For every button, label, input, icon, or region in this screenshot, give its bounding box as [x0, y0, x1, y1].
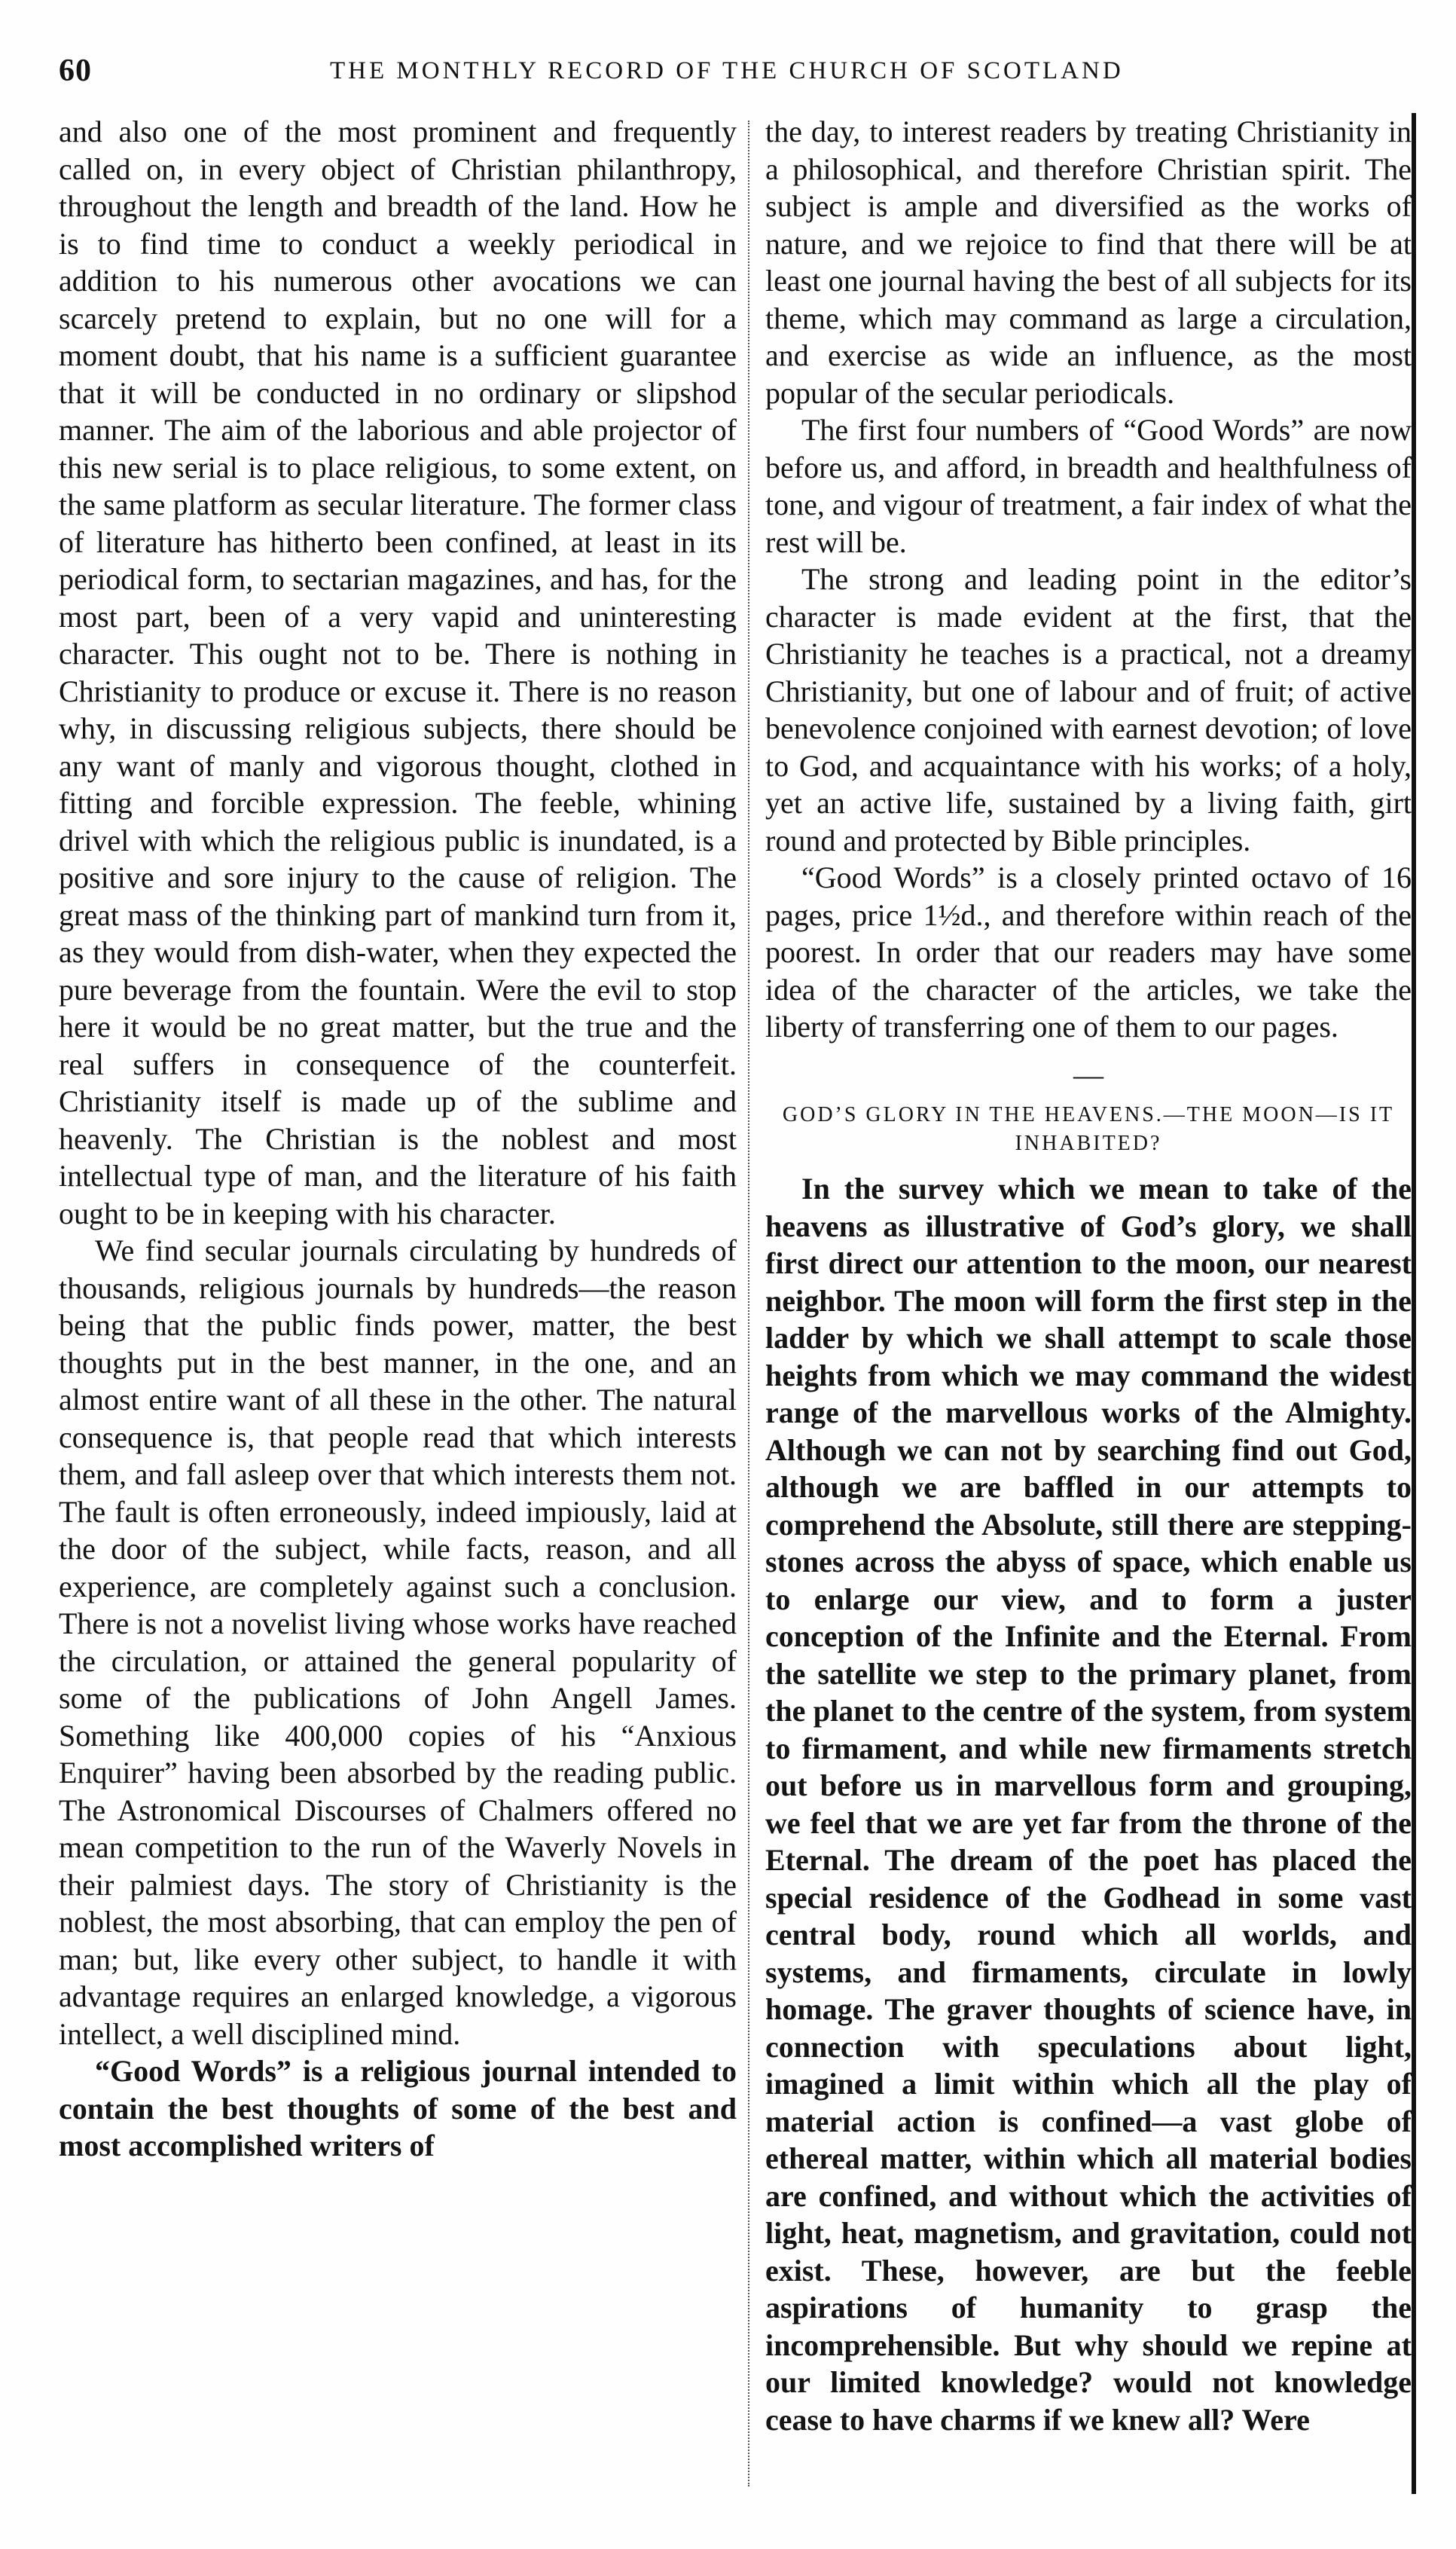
right-paragraph-4: “Good Words” is a closely printed octavo of 16 pages, price 1½d., and therefore within reach of the poorest. In order that our readers may have some idea of the character of the articles, we take the liberty of transferring one of them to our pages.	[765, 860, 1412, 1044]
page-edge-shadow	[1412, 113, 1416, 2494]
section-divider: —	[1073, 1057, 1103, 1092]
column-divider	[748, 121, 749, 2486]
left-column	[59, 113, 737, 2165]
page-number: 60	[59, 53, 92, 88]
right-paragraph-3: The strong and leading point in the editor’s character is made evident at the first, that the Christianity he teaches is a practical, not a dreamy Christianity, but one of labour and of fruit; of active benevolence conjoined with earnest devotion; of love to God, and acquaintance with his works; of a holy, yet an active life, sustained by a living faith, girt round and protected by Bible principles.	[765, 562, 1412, 857]
page-header	[59, 53, 1415, 98]
right-paragraph-2: The first four numbers of “Good Words” are now before us, and afford, in breadth and healthfulness of tone, and vigour of treatment, a fair index of what the rest will be.	[765, 413, 1412, 559]
left-paragraph-3: “Good Words” is a religious journal intended to contain the best thoughts of some of the best and most accomplished writers of	[59, 2054, 737, 2162]
left-paragraph-2: We find secular journals circulating by hundreds of thousands, religious journals by hundreds—the reason being that the public finds power, matter, the best thoughts put in the best manner, in the one, and an almost entire want of all these in the other. The natural consequence is, that people read that which interests them, and fall asleep over that which interests them not. The fault is often erroneously, indeed impiously, laid at the door of the subject, while facts, reason, and all experience, are completely against such a conclusion. There is not a novelist living whose works have reached the circulation, or attained the general popularity of some of the publications of John Angell James. Something like 400,000 copies of his “Anxious Enquirer” having been absorbed by the reading public. The Astronomical Discourses of Chalmers offered no mean competition to the run of the Waverly Novels in their palmiest days. The story of Christianity is the noblest, the most absorbing, that can employ the pen of man; but, like every other subject, to handle it with advantage requires an enlarged knowledge, a vigorous intellect, a well disciplined mind.	[59, 1233, 737, 2051]
running-title: THE MONTHLY RECORD OF THE CHURCH OF SCOTLAND	[330, 57, 1124, 84]
right-column	[765, 113, 1412, 2486]
section-heading: GOD’S GLORY IN THE HEAVENS.—THE MOON—IS IT INHABITED?	[782, 1103, 1395, 1155]
left-paragraph-1: and also one of the most prominent and frequently called on, in every object of Christian philanthropy, throughout the length and breadth of the land. How he is to find time to conduct a weekly periodical in addition to his numerous other avocations we can scarcely pretend to explain, but no one will for a moment doubt, that his name is a sufficient guarantee that it will be conducted in no ordinary or slipshod manner. The aim of the laborious and able projector of this new serial is to place religious, to some extent, on the same platform as secular literature. The former class of literature has hitherto been confined, at least in its periodical form, to sectarian magazines, and has, for the most part, been of a very vapid and uninteresting character. This ought not to be. There is nothing in Christianity to produce or excuse it. There is no reason why, in discussing religious subjects, there should be any want of manly and vigorous thought, clothed in fitting and forcible expression. The feeble, whining drivel with which the religious public is inundated, is a positive and sore injury to the cause of religion. The great mass of the thinking part of mankind turn from it, as they would from dish-water, when they expected the pure beverage from the fountain. Were the evil to stop here it would be no great matter, but the true and the real suffers in consequence of the counterfeit. Christianity itself is made up of the sublime and heavenly. The Christian is the noblest and most intellectual type of man, and the literature of his faith ought to be in keeping with his character.	[59, 115, 737, 1230]
right-paragraph-5: In the survey which we mean to take of the heavens as illustrative of God’s glory, we shall first direct our attention to the moon, our nearest neighbor. The moon will form the first step in the ladder by which we shall attempt to scale those heights from which we may command the widest range of the marvellous works of the Almighty. Although we can not by searching find out God, although we are baffled in our attempts to comprehend the Absolute, still there are stepping-stones across the abyss of space, which enable us to enlarge our view, and to form a juster conception of the Infinite and the Eternal. From the satellite we step to the primary planet, from the planet to the centre of the system, from system to firmament, and while new firmaments stretch out before us in marvellous form and grouping, we feel that we are yet far from the throne of the Eternal. The dream of the poet has placed the special residence of the Godhead in some vast central body, round which all worlds, and systems, and firmaments, circulate in lowly homage. The graver thoughts of science have, in connection with speculations about light, imagined a limit within which all the play of material action is confined—a vast globe of ethereal matter, within which all material bodies are confined, and without which the activities of light, heat, magnetism, and gravitation, could not exist. These, however, are but the feeble aspirations of humanity to grasp the incomprehensible. But why should we repine at our limited knowledge? would not knowledge cease to have charms if we knew all? Were	[765, 1172, 1412, 2437]
right-paragraph-1: the day, to interest readers by treating Christianity in a philosophical, and therefore Christian spirit. The subject is ample and diversified as the works of nature, and we rejoice to find that there will be at least one journal having the best of all subjects for its theme, which may command as large a circulation, and exercise as wide an influence, as the most popular of the secular periodicals.	[765, 115, 1412, 410]
